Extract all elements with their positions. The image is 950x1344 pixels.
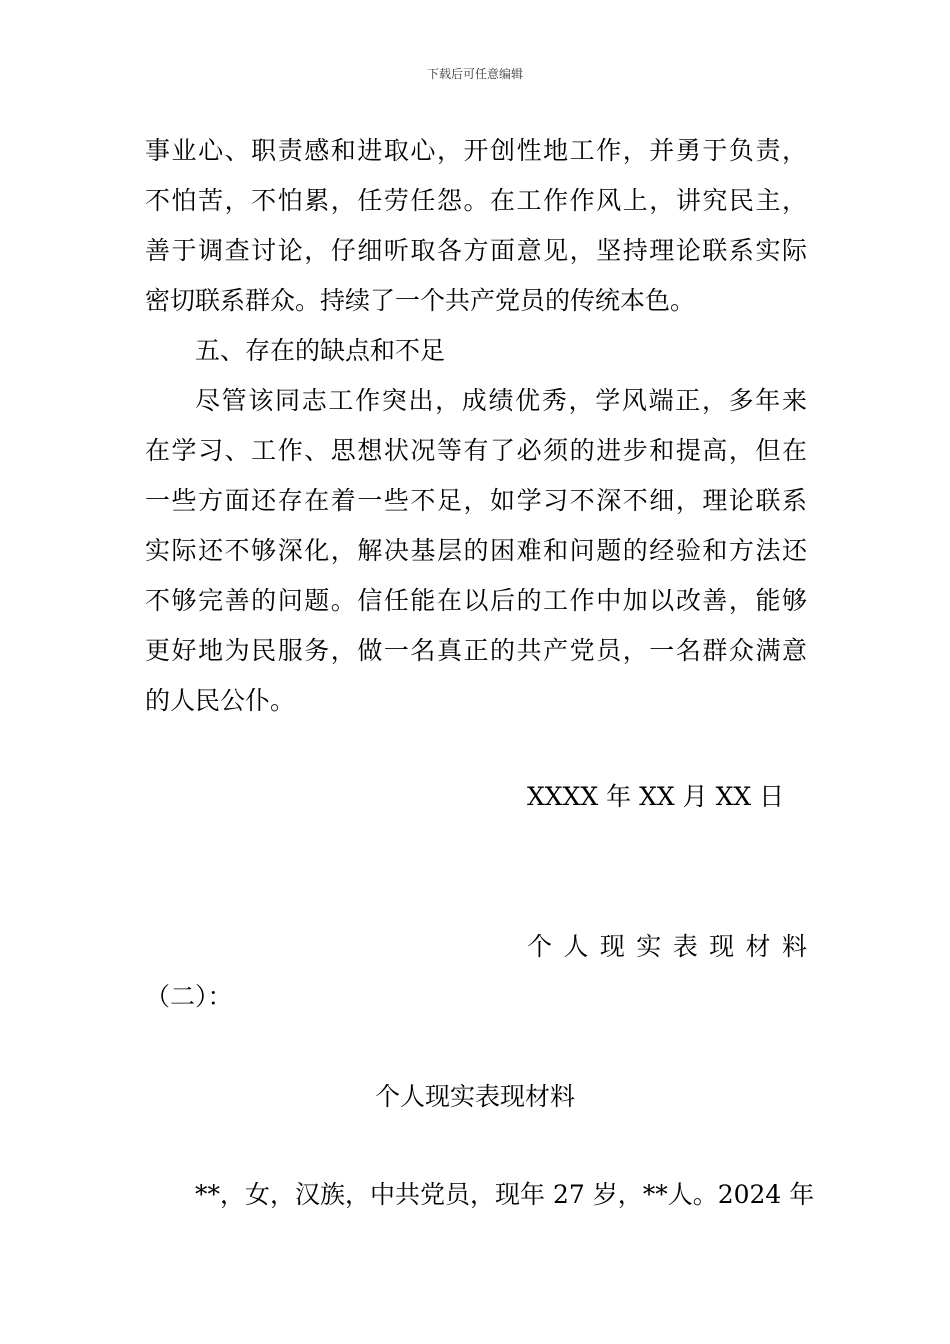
- paragraph-line: 密切联系群众。持续了一个共产党员的传统本色。: [145, 286, 696, 315]
- paragraph-line: 不够完善的问题。信任能在以后的工作中加以改善，能够: [145, 586, 807, 615]
- paragraph-line: 尽管该同志工作突出，成绩优秀，学风端正，多年来: [195, 386, 807, 415]
- paragraph-line: 事业心、职责感和进取心，开创性地工作，并勇于负责，: [145, 136, 807, 165]
- paragraph-line: 不怕苦，不怕累，任劳任怨。在工作作风上，讲究民主，: [145, 186, 807, 215]
- paragraph-line: 一些方面还存在着一些不足，如学习不深不细，理论联系: [145, 486, 807, 515]
- section-heading: 五、存在的缺点和不足: [195, 336, 446, 365]
- material-title-suffix: （二）：: [145, 982, 233, 1011]
- paragraph-line: 在学习、工作、思想状况等有了必须的进步和提高，但在: [145, 436, 807, 465]
- paragraph-line: 的人民公仆。: [145, 686, 296, 715]
- paragraph-line: 实际还不够深化，解决基层的困难和问题的经验和方法还: [145, 536, 807, 565]
- document-body: [145, 126, 807, 726]
- paragraph-line: 更好地为民服务，做一名真正的共产党员，一名群众满意: [145, 636, 807, 665]
- center-title: 个人现实表现材料: [374, 1082, 575, 1111]
- header-note: 下载后可任意编辑: [426, 67, 523, 81]
- intro-line: **，女，汉族，中共党员，现年 27 岁，**人。2024 年: [195, 1180, 815, 1209]
- paragraph-line: 善于调查讨论，仔细听取各方面意见，坚持理论联系实际: [145, 236, 807, 265]
- material-title: 个人现实表现材料: [527, 932, 807, 961]
- signature-date: XXXX 年 XX 月 XX 日: [527, 782, 785, 811]
